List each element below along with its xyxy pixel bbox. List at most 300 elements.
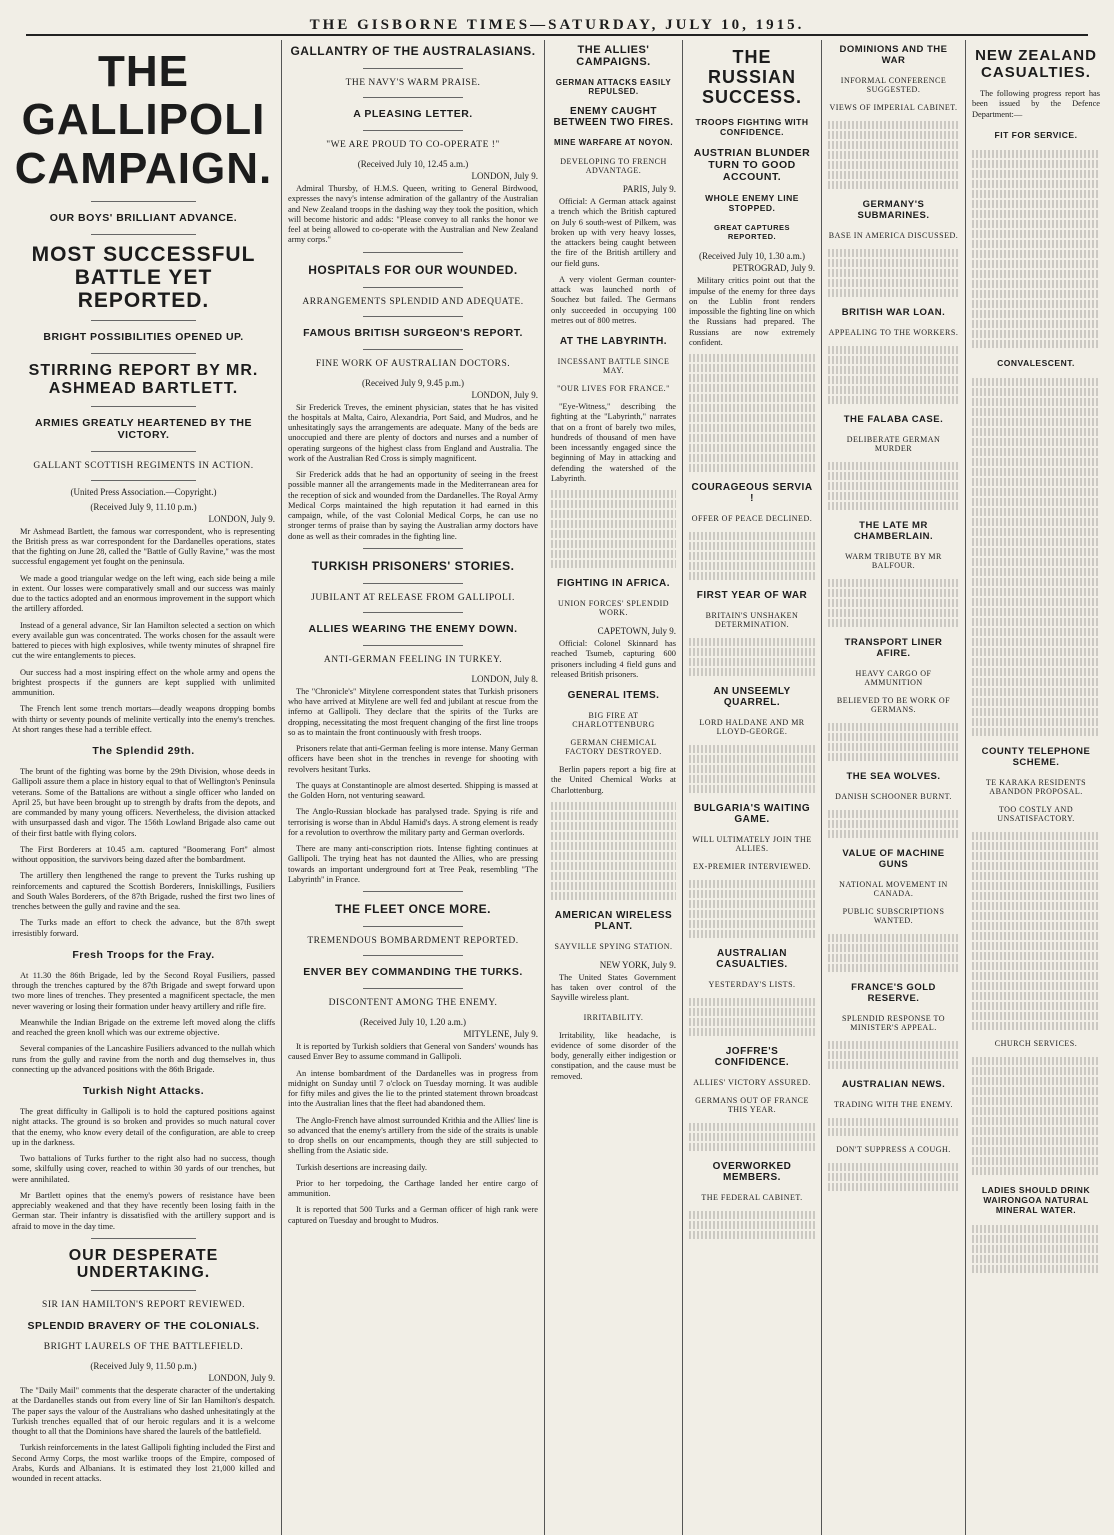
text-filler (972, 300, 1100, 308)
text-filler (972, 528, 1100, 536)
text-filler (828, 810, 959, 818)
text-filler (972, 618, 1100, 626)
text-filler (551, 862, 676, 870)
paragraph: Instead of a general advance, Sir Ian Hamilton selected a section on which every available gun was concentrated. The works chosen for the assault were battered to pieces with high explosives, while twenty minutes of shrapnel fire cut the wire entanglements to pieces. (12, 620, 275, 661)
text-filler (689, 910, 815, 918)
divider (91, 201, 196, 202)
text-filler (972, 1057, 1100, 1065)
column-australasians (282, 40, 545, 1535)
paragraph: A very violent German counter-attack was launched north of Souchez but failed. The Germans only succeeded in occupying 100 metres out of 800 metres. (551, 274, 676, 325)
headline-wireless: AMERICAN WIRELESS PLANT. (554, 909, 673, 932)
text-filler (972, 200, 1100, 208)
headline-sea-wolves: THE SEA WOLVES. (846, 771, 941, 782)
subhead: OFFER OF PEACE DECLINED. (691, 514, 813, 524)
text-filler (972, 290, 1100, 298)
text-filler (828, 733, 959, 741)
subhead: THE FEDERAL CABINET. (701, 1193, 803, 1203)
text-filler (972, 1157, 1100, 1165)
subhead: GERMANS OUT OF FRANCE THIS YEAR. (695, 1096, 809, 1115)
text-filler (972, 678, 1100, 686)
text-filler (972, 160, 1100, 168)
text-filler (689, 572, 815, 580)
subhead: GREAT CAPTURES REPORTED. (713, 223, 791, 242)
text-filler (972, 438, 1100, 446)
headline-gallipoli: THE GALLIPOLI CAMPAIGN. (14, 47, 273, 193)
headline-most-successful: MOST SUCCESSFUL BATTLE YET REPORTED. (31, 243, 256, 313)
divider (363, 891, 463, 892)
text-filler (551, 892, 676, 900)
divider (91, 1238, 196, 1239)
text-filler (689, 354, 815, 362)
column-dominions (822, 40, 966, 1535)
divider (91, 320, 196, 321)
text-filler (972, 280, 1100, 288)
text-filler (972, 1117, 1100, 1125)
text-filler (828, 1061, 959, 1069)
subhead: VIEWS OF IMPERIAL CABINET. (829, 103, 958, 112)
section-heading: Turkish Night Attacks. (82, 1085, 205, 1098)
divider (363, 926, 463, 927)
headline-bulgaria: BULGARIA'S WAITING GAME. (693, 803, 811, 826)
text-filler (972, 478, 1100, 486)
subhead: TE KARAKA RESIDENTS ABANDON PROPOSAL. (985, 777, 1087, 796)
text-filler (972, 962, 1100, 970)
place-date: NEW YORK, July 9. (599, 959, 676, 970)
text-filler (972, 508, 1100, 516)
subhead: APPEALING TO THE WORKERS. (828, 328, 959, 337)
headline-mineral-water: LADIES SHOULD DRINK WAIRONGOA NATURAL MINERAL WATER. (981, 1184, 1091, 1215)
headline-general-items: GENERAL ITEMS. (567, 690, 660, 701)
text-filler (689, 1028, 815, 1036)
text-filler (689, 424, 815, 432)
text-filler (689, 890, 815, 898)
text-filler (551, 852, 676, 860)
text-filler (972, 418, 1100, 426)
text-filler (828, 723, 959, 731)
headline-turkish-prisoners: TURKISH PRISONERS' STORIES. (311, 558, 515, 573)
text-filler (828, 589, 959, 597)
received-line: (Received July 10, 1.30 a.m.) (699, 251, 805, 262)
headline-joffre: JOFFRE'S CONFIDENCE. (714, 1046, 790, 1069)
text-filler (551, 540, 676, 548)
subhead: DISCONTENT AMONG THE ENEMY. (328, 998, 498, 1008)
column-russian (683, 40, 822, 1535)
text-filler (828, 579, 959, 587)
column-allies-campaigns (545, 40, 683, 1535)
text-filler (972, 638, 1100, 646)
text-filler (972, 448, 1100, 456)
text-filler (689, 658, 815, 666)
paragraph: The Anglo-French have almost surrounded Krithia and the Allies' line is so advanced that the enemy's artillery from the side of the straits is unable to drop shells on our encampments, though they are still subjected to shelling from the Asiatic side. (288, 1115, 538, 1156)
text-filler (689, 648, 815, 656)
paragraph: The brunt of the fighting was borne by the 29th Division, whose deeds in Gallipoli assure them a place in history equal to that of Wellington's Peninsula veterans. Some of the Battalions are without a single officer who landed on April 25, but have been brought up to strength by drafts from the depots, and are commanded by many young officers. Nevertheless, the division attacked with unsurpassed dash and vigor. The 156th Lowland Brigade also came out of their first battle with flying colors. (12, 767, 275, 838)
column-gallipoli (6, 40, 282, 1535)
text-filler (689, 668, 815, 676)
subhead: DELIBERATE GERMAN MURDER (846, 435, 941, 453)
subhead-stirring: STIRRING REPORT BY MR. ASHMEAD BARTLETT. (28, 362, 259, 398)
text-filler (689, 930, 815, 938)
place-date: LONDON, July 9. (471, 389, 538, 400)
received-line: (Received July 9, 9.45 p.m.) (362, 377, 464, 388)
text-filler (972, 260, 1100, 268)
headline-quarrel: AN UNSEEMLY QUARREL. (713, 686, 791, 709)
subhead: DANISH SCHOONER BURNT. (835, 792, 952, 801)
subhead: BRITAIN'S UNSHAKEN DETERMINATION. (705, 611, 799, 630)
paragraph: Irritability, like headache, is evidence of some disorder of the body, generally either indigestion or constipation, and the cause must be removed. (551, 1030, 676, 1081)
text-filler (972, 558, 1100, 566)
text-filler (828, 1051, 959, 1059)
text-filler (972, 1087, 1100, 1095)
subhead: GERMAN ATTACKS EASILY REPULSED. (555, 78, 672, 96)
text-filler (551, 842, 676, 850)
headline-africa: FIGHTING IN AFRICA. (556, 578, 670, 589)
text-filler (689, 638, 815, 646)
text-filler (689, 562, 815, 570)
text-filler (972, 190, 1100, 198)
text-filler (828, 619, 959, 627)
headline-overworked: OVERWORKED MEMBERS. (712, 1161, 792, 1184)
text-filler (972, 150, 1100, 158)
text-filler (972, 912, 1100, 920)
divider (363, 645, 463, 646)
subhead: FINE WORK OF AUSTRALIAN DOCTORS. (315, 358, 511, 369)
subhead: LORD HALDANE AND MR LLOYD-GEORGE. (699, 718, 805, 737)
headline-labyrinth: AT THE LABYRINTH. (559, 336, 668, 347)
headline-russian: THE RUSSIAN SUCCESS. (701, 47, 803, 107)
subhead: DON'T SUPPRESS A COUGH. (836, 1145, 951, 1154)
text-filler (689, 464, 815, 472)
paragraph: It is reported by Turkish soldiers that General von Sanders' wounds has caused Enver Bey to assume command in Gallipoli. (288, 1042, 538, 1062)
divider (91, 1290, 196, 1291)
text-filler (828, 141, 959, 149)
text-filler (972, 1127, 1100, 1135)
text-filler (972, 952, 1100, 960)
column-nz-casualties (966, 40, 1106, 1535)
text-filler (972, 608, 1100, 616)
subhead: NATIONAL MOVEMENT IN CANADA. (839, 880, 948, 898)
paragraph: The Turks made an effort to check the advance, but the 87th swept irresistibly forward. (12, 918, 275, 938)
subhead: FAMOUS BRITISH SURGEON'S REPORT. (303, 326, 523, 339)
text-filler (972, 468, 1100, 476)
headline-gallantry: GALLANTRY OF THE AUSTRALASIANS. (290, 44, 536, 58)
text-filler (972, 708, 1100, 716)
credit-line: (United Press Association.—Copyright.) (70, 486, 217, 497)
text-filler (689, 1018, 815, 1026)
text-filler (551, 500, 676, 508)
subhead: GERMAN CHEMICAL FACTORY DESTROYED. (565, 738, 662, 756)
subhead: A PLEASING LETTER. (353, 108, 473, 120)
divider (363, 955, 463, 956)
text-filler (828, 171, 959, 179)
divider (91, 406, 196, 407)
headline-aus-news: AUSTRALIAN NEWS. (841, 1079, 946, 1090)
paragraph: Turkish reinforcements in the latest Gallipoli fighting included the First and Second Army Corps, the most warlike troops of the Empire, composed of Arabs, Kurds and Albanians. It is estimated they lost 21,000 killed and wounded in recent attacks. (12, 1443, 275, 1484)
headline-gold-reserve: FRANCE'S GOLD RESERVE. (851, 982, 936, 1004)
text-filler (689, 880, 815, 888)
divider (363, 252, 463, 253)
headline-war-loan: BRITISH WAR LOAN. (841, 307, 946, 318)
subhead: IRRITABILITY. (583, 1012, 644, 1022)
text-filler (828, 482, 959, 490)
subhead: CHURCH SERVICES. (994, 1038, 1078, 1048)
paragraph: "Eye-Witness," describing the fighting at the "Labyrinth," narrates that on a front of barely two miles, hundreds of thousand of men have been incessantly engaged since the beginning of May in attacking and defending the watershed of the Labyrinth. (551, 402, 676, 483)
text-filler (972, 1245, 1100, 1253)
text-filler (828, 954, 959, 962)
text-filler (551, 490, 676, 498)
subhead: SAYVILLE SPYING STATION. (554, 941, 673, 951)
subhead: "OUR LIVES FOR FRANCE." (557, 384, 670, 393)
subhead: ANTI-GERMAN FEELING IN TURKEY. (323, 654, 503, 665)
text-filler (689, 900, 815, 908)
text-filler (689, 394, 815, 402)
subhead: HEAVY CARGO OF AMMUNITION (855, 669, 932, 687)
subhead-quote: "WE ARE PROUD TO CO-OPERATE !" (326, 140, 500, 150)
text-filler (551, 882, 676, 890)
text-filler (972, 1147, 1100, 1155)
headline-austrian: AUSTRIAN BLUNDER TURN TO GOOD ACCOUNT. (693, 147, 811, 184)
text-filler (689, 542, 815, 550)
divider (363, 349, 463, 350)
subhead: TREMENDOUS BOMBARDMENT REPORTED. (307, 936, 519, 946)
text-filler (689, 434, 815, 442)
text-filler (551, 520, 676, 528)
headline-falaba: THE FALABA CASE. (843, 414, 944, 425)
headline-allies: THE ALLIES' CAMPAIGNS. (576, 44, 651, 68)
text-filler (972, 588, 1100, 596)
text-filler (972, 942, 1100, 950)
subhead: BIG FIRE AT CHARLOTTENBURG (572, 711, 655, 729)
divider (91, 480, 196, 481)
text-filler (972, 852, 1100, 860)
text-filler (972, 598, 1100, 606)
kicker: OUR BOYS' BRILLIANT ADVANCE. (49, 212, 238, 225)
text-filler (689, 454, 815, 462)
subhead: YESTERDAY'S LISTS. (708, 980, 796, 990)
paragraph: The artillery then lengthened the range to prevent the Turks rushing up reinforcements and captured the Scottish Borderers, Inniskillings, Fusiliers and South Wales Borderers, of the 87th Brigade, rushed the first two lines of trenches between the gully and ravine and the sea. (12, 871, 275, 912)
divider (91, 234, 196, 235)
text-filler (551, 510, 676, 518)
text-filler (828, 472, 959, 480)
subhead: BELIEVED TO BE WORK OF GERMANS. (836, 696, 951, 714)
text-filler (972, 340, 1100, 348)
paragraph: Sir Frederick adds that he had an opportunity of seeing in the freest possible manner all the arrangements made in the Mediterranean area for the reception of sick and wounded from the Dardanelles. The Royal Army Medical Corps maintained the high reputation it had earned in this campaign, while, of the vast Colonial Medical Corps, he can use no stronger terms of praise than by saying the Australian army doctors have done as well as their comrades in the fighting line. (288, 470, 538, 541)
headline-liner-afire: TRANSPORT LINER AFIRE. (844, 637, 943, 659)
paragraph: Military critics point out that the impulse of the enemy for three days on the Lublin front renders impossible the fighting line on which the Russians had prepared. The Russians are now extremely confident. (689, 276, 815, 347)
text-filler (828, 462, 959, 470)
place-date: MITYLENE, July 9. (463, 1029, 538, 1039)
text-filler (972, 170, 1100, 178)
paragraph: Prior to her torpedoing, the Carthage landed her entire cargo of ammunition. (288, 1178, 538, 1198)
paragraph: There are many anti-conscription riots. Intense fighting continues at Gallipoli. The trying heat has not daunted the Allies, who are pressing towards an important underground fort at Tree Peak, resembling "The Labyrinth" in France. (288, 844, 538, 884)
text-filler (828, 346, 959, 354)
subhead: MINE WARFARE AT NOYON. (554, 138, 673, 147)
text-filler (972, 628, 1100, 636)
text-filler (972, 1067, 1100, 1075)
text-filler (972, 902, 1100, 910)
headline-submarines: GERMANY'S SUBMARINES. (857, 199, 930, 221)
text-filler (972, 668, 1100, 676)
divider (363, 583, 463, 584)
text-filler (972, 408, 1100, 416)
text-filler (828, 151, 959, 159)
text-filler (689, 444, 815, 452)
text-filler (828, 259, 959, 267)
text-filler (828, 502, 959, 510)
text-filler (972, 892, 1100, 900)
text-filler (689, 532, 815, 540)
subhead: ARRANGEMENTS SPLENDID AND ADEQUATE. (302, 296, 524, 307)
text-filler (828, 492, 959, 500)
text-filler (828, 279, 959, 287)
headline-servia: COURAGEOUS SERVIA ! (691, 482, 813, 505)
text-filler (551, 530, 676, 538)
text-filler (689, 755, 815, 763)
text-filler (972, 578, 1100, 586)
text-filler (972, 1137, 1100, 1145)
text-filler (972, 320, 1100, 328)
divider (363, 988, 463, 989)
paragraph: Two battalions of Turks further to the right also had no success, though some, skilfully using cover, reached to within 30 yards of our trenches, but were annihilated. (12, 1154, 275, 1184)
paragraph: Several companies of the Lancashire Fusiliers advanced to the nullah which runs from the gully and ravine from the north and dug themselves in, thus connecting up the advanced positions with the 86th Brigade. (12, 1044, 275, 1074)
headline-fleet: THE FLEET ONCE MORE. (334, 902, 491, 916)
text-filler (972, 180, 1100, 188)
headline-nz-casualties: NEW ZEALAND CASUALTIES. (975, 47, 1097, 81)
paragraph: The "Chronicle's" Mitylene correspondent states that Turkish prisoners who have arrived at Mitylene are well fed and jubilant at rescue from the inferno at Gallipoli. They declare that the spirits of the Turks are dropping, necessitating the most frequent changing of the first line troops so as to maintain the front continuously with fresh troops. (288, 686, 538, 737)
subhead: INFORMAL CONFERENCE SUGGESTED. (840, 76, 947, 94)
paragraph: Berlin papers report a big fire at the United Chemical Works at Charlottenburg. (551, 765, 676, 795)
text-filler (689, 1231, 815, 1239)
text-filler (551, 872, 676, 880)
text-filler (828, 376, 959, 384)
headline-first-year: FIRST YEAR OF WAR (696, 590, 808, 602)
subhead: ENVER BEY COMMANDING THE TURKS. (303, 966, 523, 978)
text-filler (972, 1002, 1100, 1010)
text-filler (972, 972, 1100, 980)
subhead: INCESSANT BATTLE SINCE MAY. (557, 357, 670, 375)
headline-hospitals: HOSPITALS FOR OUR WOUNDED. (308, 262, 518, 277)
text-filler (972, 378, 1100, 386)
divider (363, 316, 463, 317)
place-date: PARIS, July 9. (622, 184, 676, 194)
text-filler (828, 131, 959, 139)
text-filler (972, 658, 1100, 666)
text-filler (551, 560, 676, 568)
paragraph: Meanwhile the Indian Brigade on the extreme left moved along the cliffs and reached the green knoll which was our extreme objective. (12, 1017, 275, 1038)
divider (363, 612, 463, 613)
subhead: GALLANT SCOTTISH REGIMENTS IN ACTION. (33, 460, 254, 471)
text-filler (972, 1077, 1100, 1085)
subhead: SPLENDID BRAVERY OF THE COLONIALS. (27, 1320, 260, 1333)
text-filler (828, 820, 959, 828)
paragraph: Our success had a most inspiring effect on the whole army and opens the brightest prospects if the gunners are kept supplied with unlimited ammunition. (12, 667, 275, 698)
text-filler (972, 882, 1100, 890)
text-filler (551, 812, 676, 820)
subhead: FIT FOR SERVICE. (994, 129, 1078, 140)
text-filler (689, 785, 815, 793)
headline-telephone: COUNTY TELEPHONE SCHEME. (981, 745, 1091, 768)
divider (91, 353, 196, 354)
text-filler (689, 374, 815, 382)
text-filler (972, 718, 1100, 726)
paragraph: An intense bombardment of the Dardanelles was in progress from midnight on Sunday until 7 o'clock on Tuesday morning. It was audible for fifty miles and gives the lie to the printed statement thrown broadcast into the Australian lines that the fleet had abandoned them. (288, 1068, 538, 1109)
text-filler (689, 1123, 815, 1131)
subhead: WHOLE ENEMY LINE STOPPED. (705, 193, 799, 214)
paragraph: Mr Ashmead Bartlett, the famous war correspondent, who is representing the British press as war correspondent for the Dardanelles operations, states that the fighting on June 28, called the "Battle of Gully Ravine," was the most successful engagement yet fought on the peninsula. (12, 526, 275, 567)
paragraph: Turkish desertions are increasing daily. (296, 1162, 428, 1172)
text-filler (689, 765, 815, 773)
subhead: TRADING WITH THE ENEMY. (833, 1100, 954, 1109)
place-date: LONDON, July 9. (471, 171, 538, 181)
text-filler (972, 1265, 1100, 1273)
divider (363, 130, 463, 131)
text-filler (689, 414, 815, 422)
text-filler (972, 568, 1100, 576)
text-filler (828, 1128, 959, 1136)
text-filler (828, 934, 959, 942)
text-filler (972, 330, 1100, 338)
text-filler (828, 964, 959, 972)
paragraph: Official: Colonel Skinnard has reached Tsumeb, capturing 600 prisoners including 4 field guns and released British prisoners. (551, 639, 676, 679)
text-filler (828, 609, 959, 617)
masthead-title: THE GISBORNE TIMES—SATURDAY, JULY 10, 1915. (309, 17, 805, 33)
text-filler (972, 1022, 1100, 1030)
paragraph: The French lent some trench mortars—deadly weapons dropping bombs with thirty or seventy pounds of melinite vertically into the enemy's trenches. At short ranges these had a terrible effect. (12, 704, 275, 734)
subhead: ALLIES' VICTORY ASSURED. (693, 1078, 811, 1088)
paragraph: Official: A German attack against a trench which the British captured on July 6 south-west of Pilkem, was broken up with very heavy losses, the attackers being caught between the fire of the British artillery and our field guns. (551, 197, 676, 268)
text-filler (689, 920, 815, 928)
text-filler (972, 1012, 1100, 1020)
text-filler (828, 1183, 959, 1191)
text-filler (972, 982, 1100, 990)
text-filler (972, 270, 1100, 278)
text-filler (828, 599, 959, 607)
subhead: ARMIES GREATLY HEARTENED BY THE VICTORY. (35, 416, 252, 441)
text-filler (972, 230, 1100, 238)
subhead: UNION FORCES' SPLENDID WORK. (557, 599, 670, 617)
text-filler (828, 366, 959, 374)
text-filler (828, 121, 959, 129)
text-filler (689, 1211, 815, 1219)
subhead: PUBLIC SUBSCRIPTIONS WANTED. (842, 907, 945, 925)
text-filler (689, 1143, 815, 1151)
headline-dominions: DOMINIONS AND THE WAR (839, 44, 948, 66)
place-date: LONDON, July 9. (208, 1373, 275, 1384)
paragraph: Sir Frederick Treves, the eminent physician, states that he has visited the hospitals at Malta, Cairo, Alexandria, Port Said, and Mudros, and he unhesitatingly says the arrangements are adequate. Many of the beds are unoccupied and there are plenty of doctors and nurses and a number of operating surgeons of the highest class from England and Australia. The work of the Australian Red Cross is simply magnificent. (288, 402, 538, 463)
divider (91, 451, 196, 452)
subhead: ALLIES WEARING THE ENEMY DOWN. (308, 622, 518, 635)
paragraph: Mr Bartlett opines that the enemy's powers of resistance have been appreciably weakened and that they have recently been losing faith in the German star. Their infantry is dissatisfied with the artillery support and is afraid to move in the day time. (12, 1190, 275, 1231)
text-filler (972, 458, 1100, 466)
paragraph: We made a good triangular wedge on the left wing, each side being a mile in extent. Our losses were comparatively small and our success was mainly due to the tactics adopted and an enormous improvement in the support which the artillery afforded. (12, 573, 275, 614)
paragraph: Prisoners relate that anti-German feeling is more intense. Many German officers have been shot in the trenches in revenge for shooting with revolvers hesitant Turks. (288, 744, 538, 774)
place-date: CAPETOWN, July 9. (597, 626, 676, 636)
subhead: WARM TRIBUTE BY MR BALFOUR. (845, 552, 942, 570)
text-filler (828, 1163, 959, 1171)
text-filler (828, 1173, 959, 1181)
text-filler (689, 1008, 815, 1016)
text-filler (972, 1235, 1100, 1243)
text-filler (972, 428, 1100, 436)
text-filler (972, 688, 1100, 696)
text-filler (972, 518, 1100, 526)
text-filler (689, 1221, 815, 1229)
subhead: SPLENDID RESPONSE TO MINISTER'S APPEAL. (841, 1014, 946, 1032)
headline-machine-guns: VALUE OF MACHINE GUNS (842, 848, 945, 870)
paragraph: It is reported that 500 Turks and a German officer of high rank were captured on Tuesday and brought to Mudros. (288, 1205, 538, 1225)
text-filler (828, 743, 959, 751)
text-filler (972, 398, 1100, 406)
paragraph: The "Daily Mail" comments that the desperate character of the undertaking at the Dardanelles stands out from every line of Sir Ian Hamilton's despatch. The paper says the valour of the Australians who dashed unhesitatingly at the Turkish trenches equalled that of our heroic regulars and it is a welcome thought to all that the Dominions have shared the laurels of the battlefield. (12, 1386, 275, 1437)
